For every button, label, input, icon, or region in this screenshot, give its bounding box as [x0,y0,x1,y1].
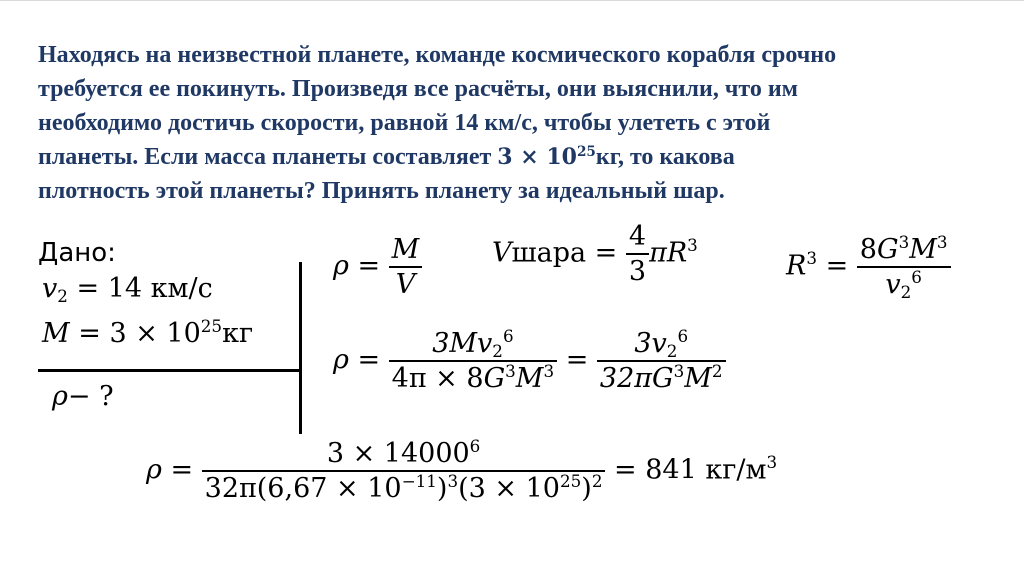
density-definition [333,236,422,298]
radius-symbol: R [786,250,807,282]
cube-exponent: 3 [543,360,555,381]
velocity-value: = 14 км/с [67,273,213,304]
mass-expression [497,144,596,170]
sixth-exponent: 6 [469,435,481,456]
cube-exponent: 3 [687,235,698,256]
problem-line-5: плотность этой планеты? Принять планету за идеальный шар. [38,178,725,204]
equals-sign: = [586,237,626,269]
rho-symbol: ρ [333,344,349,376]
final-numerator-value: 3 × 14000 [326,438,470,469]
fraction-numerator [202,435,606,472]
square-exponent: 2 [591,470,603,491]
fraction-numerator [389,325,557,362]
volume-label: шара [511,237,587,269]
density-derivation [333,325,726,394]
given-velocity [42,273,213,307]
mass-unit: кг [222,318,254,349]
mass-term: (3 × 10 [458,473,560,504]
m-symbol: M [515,363,544,394]
closing-paren: ) [581,473,592,504]
g-exponent: −11 [401,470,437,491]
three-v-term: 3v [634,328,667,359]
given-separator [38,369,300,372]
cube-exponent: 3 [936,231,948,252]
gravitational-constant-term: 32π(6,67 × 10 [204,473,402,504]
g-symbol: G [483,363,506,394]
mass-base: 3 × 10 [497,144,577,170]
g-symbol: G [652,363,674,394]
mass-exponent: 25 [559,470,582,491]
volume-symbol: V [492,237,512,269]
find-density [52,383,114,410]
fraction-numerator: M [389,236,423,268]
g-symbol: G [876,234,899,265]
mass-symbol: M [42,318,70,349]
mass-value: = 3 × 10 [69,318,201,349]
fraction-denominator: 3 [628,256,647,287]
rho-symbol: ρ [146,454,162,486]
cube-exponent: 3 [505,360,516,381]
final-calculation [146,435,778,504]
m-symbol: M [909,234,937,265]
velocity-subscript: 2 [57,286,68,307]
given-mass [42,315,254,349]
square-exponent: 2 [711,360,723,381]
derivation-fraction-1 [389,325,557,394]
top-divider [0,0,1024,1]
fraction-numerator [857,231,951,268]
v-subscript: 2 [900,282,912,303]
result-value: = 841 кг/м [605,454,767,486]
equals-sign: = [557,344,597,376]
sixth-exponent: 6 [677,325,689,346]
thirtytwo-pi-term: 32π [599,363,653,394]
fraction-numerator: 4 [626,223,649,255]
given-label: Дано: [38,238,116,268]
v-symbol: v [477,328,493,359]
coef-eight: 8 [859,234,877,265]
cube-exponent: 3 [806,248,817,269]
derivation-fraction-2 [597,325,726,394]
given-vertical-divider [299,262,302,434]
v-subscript: 2 [492,341,503,362]
final-fraction [202,435,606,504]
mass-exponent: 25 [576,143,596,160]
radius-fraction [857,231,951,303]
sixth-exponent: 6 [911,266,922,287]
three-m-term: 3M [432,328,478,359]
find-symbol: ρ [52,381,68,412]
find-text: − ? [67,381,114,412]
problem-line-4-tail: кг, то какова [595,144,735,170]
closing-paren: ) [436,473,448,504]
fraction-denominator [857,266,951,303]
velocity-symbol: v [42,273,58,304]
pi-r-term: πR [649,237,688,269]
fraction-denominator [597,362,726,392]
equals-sign: = [161,454,202,486]
result-unit-exponent: 3 [766,452,778,473]
problem-line-2: требуется ее покинуть. Произведя все расчёты, они выяснили, что им [38,76,799,102]
fraction-denominator [202,472,606,502]
mass-over-volume-fraction [389,236,423,298]
problem-line-4 [38,140,998,174]
problem-line-3: необходимо достичь скорости, равной 14 км/с, чтобы улететь с этой [38,110,771,136]
v-subscript: 2 [666,341,678,362]
equals-sign: = [348,250,389,282]
four-pi-term: 4π × 8 [391,363,484,394]
rho-symbol: ρ [333,250,349,282]
m-symbol: M [684,363,712,394]
fraction-numerator [597,325,726,362]
equals-sign: = [817,250,857,282]
sphere-volume-formula [492,223,698,285]
v-symbol: v [885,269,901,300]
problem-line-1: Находясь на неизвестной планете, команде космического корабля срочно [38,42,837,68]
equals-sign: = [348,344,389,376]
radius-cubed-formula [786,231,951,303]
fraction-denominator [389,362,557,392]
mass-value-exponent: 25 [200,315,223,336]
problem-statement [38,38,998,208]
cube-exponent: 3 [898,231,910,252]
four-thirds-fraction [626,223,649,285]
problem-line-4-text: планеты. Если масса планеты составляет [38,144,498,170]
sixth-exponent: 6 [502,325,514,346]
cube-exponent: 3 [447,470,459,491]
cube-exponent: 3 [673,360,685,381]
fraction-denominator: V [395,269,416,300]
